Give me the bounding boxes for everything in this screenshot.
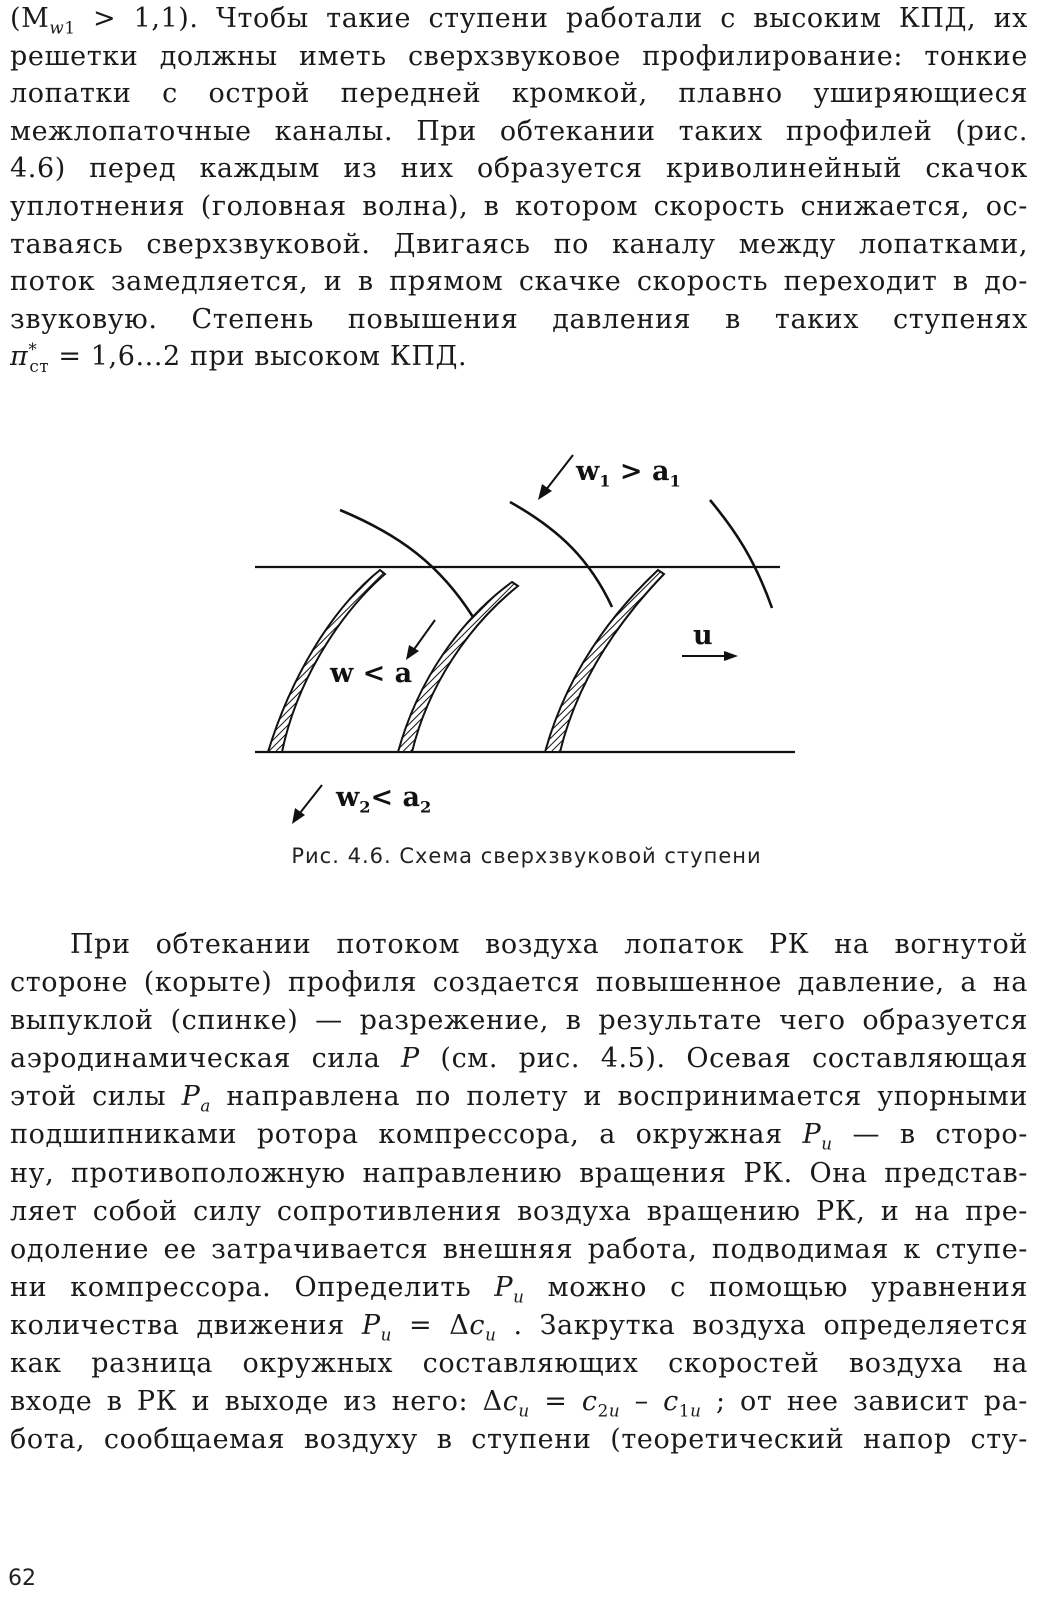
text-line: уплотнения (головная волна), в котором скорость снижается, ос- [10,190,1028,222]
text-line: межлопаточные каналы. При обтекании таких профилей (рис. [10,115,1028,147]
text-line: решетки должны иметь сверхзвуковое профилирование: тонкие [10,40,1028,72]
text-line: ляет собой силу сопротивления воздуха вращению РК, и на пре- [10,1195,1028,1227]
text-line: подшипниками ротора компрессора, а окружная $P_u$ — в сторо- [10,1119,1028,1154]
blade-2 [398,582,518,752]
text-line: таваясь сверхзвуковой. Двигаясь по каналу между лопатками, [10,228,1028,260]
label-w1-gt-a1: $w_1 > a_1$ [576,456,681,491]
shock-wave-3 [710,500,772,608]
text-line: этой силы $P_a$ направлена по полету и воспринимается упорными [10,1081,1028,1116]
figure-caption: Рис. 4.6. Схема сверхзвуковой ступени [291,844,762,868]
text-line: стороне (корыте) профиля создается повышенное давление, а на [10,967,1028,999]
text-line: одоление ее затрачивается внешняя работа, подводимая к ступе- [10,1233,1028,1265]
text-line: ну, противоположную направлению вращения РК. Она представ- [10,1157,1028,1189]
shock-wave-2 [510,502,612,607]
label-u: u [693,620,713,651]
text-line: $(M_{w1} > 1,1)$. Чтобы такие ступени работали с высоким КПД, их [10,3,1028,38]
supersonic-stage-diagram [240,440,820,840]
paragraph-1 [10,0,1028,376]
text-line: количества движения $P_u = \Delta c_u$ . Закрутка воздуха определяется [10,1309,1028,1345]
u-arrowhead [724,651,738,661]
blade-3 [545,570,664,752]
text-line: выпуклой (спинке) — разрежение, в результате чего образуется [10,1005,1028,1037]
text-line: бота, сообщаемая воздуху в ступени (теоретический напор сту- [10,1424,1028,1456]
text-line: ни компрессора. Определить $P_u$ можно с помощью уравнения [10,1271,1028,1307]
figure-supersonic-stage [240,440,820,840]
label-w2-lt-a2: $w_2< a_2$ [336,782,432,817]
text-line: как разница окружных составляющих скоростей воздуха на [10,1348,1028,1380]
shock-wave-1 [340,510,473,617]
text-line: лопатки с острой передней кромкой, плавно уширяющиеся [10,78,1028,110]
text-line: аэродинамическая сила P (см. рис. 4.5). Осевая составляющая [10,1043,1028,1075]
page-number: 62 [8,1566,36,1591]
text-line: входе в РК и выходе из него: $\Delta c_u = c_{2u} - c_{1u}$ ; от нее зависит ра- [10,1386,1028,1421]
paragraph-2 [10,926,1028,1459]
label-w-lt-a: w < a [330,658,413,689]
text-line: При обтекании потоком воздуха лопаток РК на вогнутой [70,929,1028,960]
text-line: звуковую. Степень повышения давления в таких ступенях [10,303,1028,335]
text-line: поток замедляется, и в прямом скачке скорость переходит в до- [10,266,1028,298]
text-line: 4.6) перед каждым из них образуется криволинейный скачок [10,153,1028,185]
text-line: $\pi^*_{ст} = 1,6...2$ при высоком КПД. [10,339,468,376]
